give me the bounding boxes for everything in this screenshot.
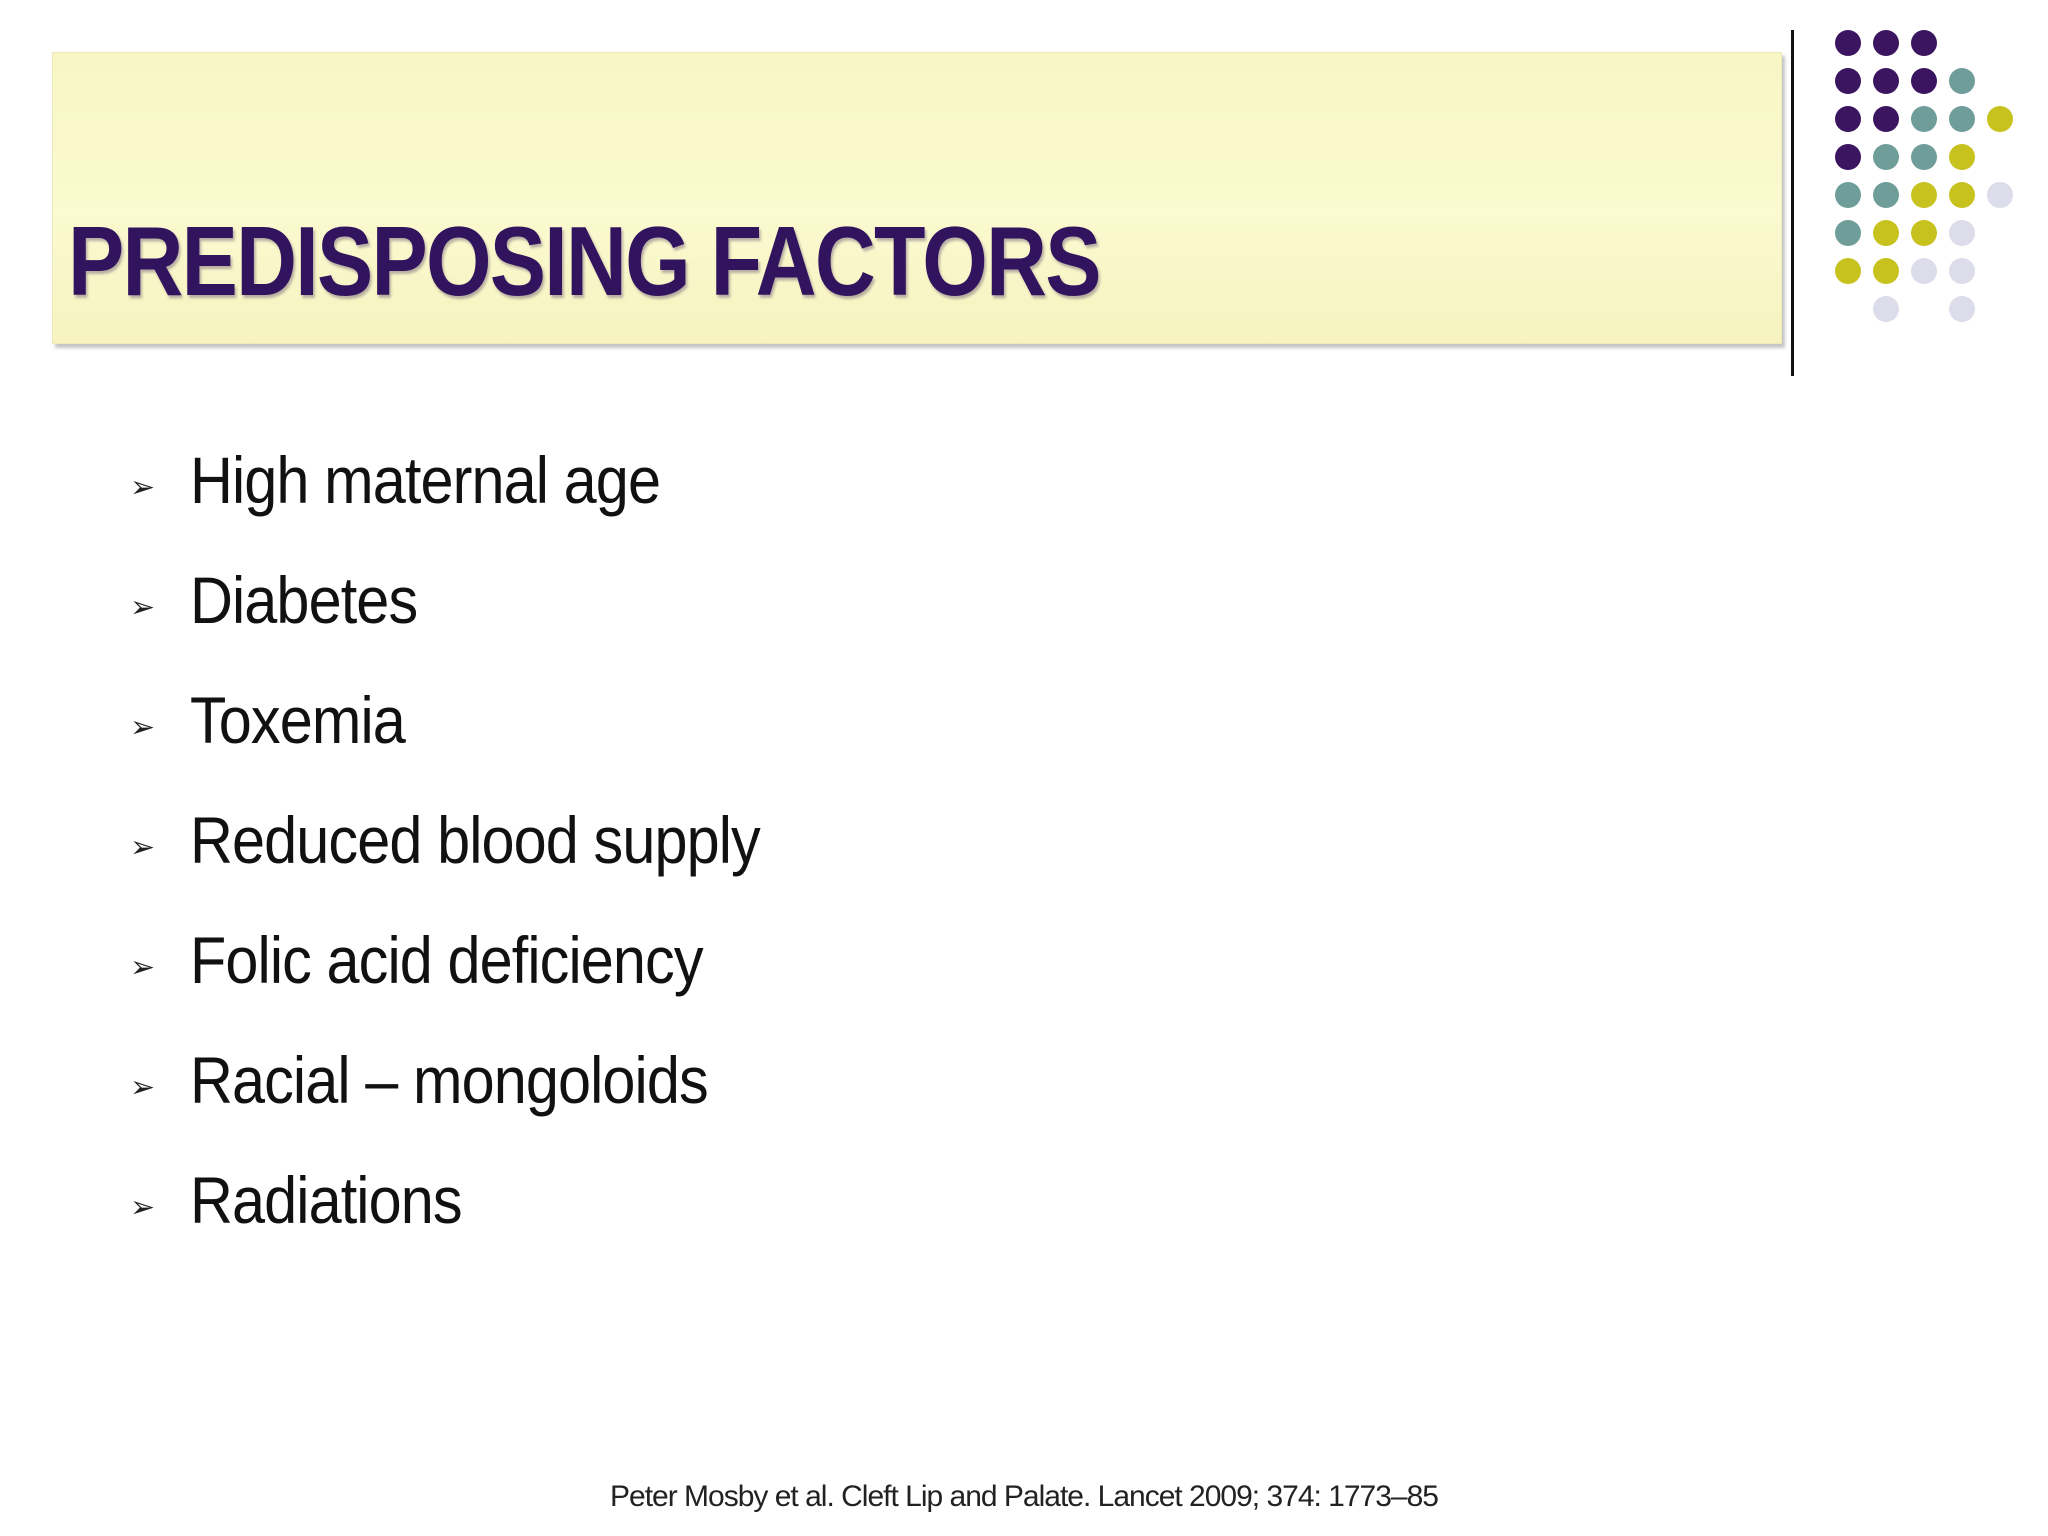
bullet-item bbox=[130, 1140, 823, 1260]
decorative-dot bbox=[1873, 220, 1899, 246]
bullet-item bbox=[130, 1020, 823, 1140]
decorative-dot bbox=[1911, 182, 1937, 208]
decorative-dot bbox=[1873, 144, 1899, 170]
decorative-dot bbox=[1911, 106, 1937, 132]
arrow-bullet-icon: ➢ bbox=[130, 829, 156, 865]
decorative-dot bbox=[1835, 144, 1861, 170]
decorative-dot bbox=[1835, 106, 1861, 132]
bullet-item bbox=[130, 780, 823, 900]
bullet-item bbox=[130, 660, 823, 780]
decorative-dot bbox=[1949, 106, 1975, 132]
decorative-dot bbox=[1835, 30, 1861, 56]
decorative-dot bbox=[1949, 296, 1975, 322]
decorative-dot bbox=[1873, 296, 1899, 322]
decorative-dot bbox=[1873, 30, 1899, 56]
divider-line bbox=[1791, 30, 1794, 376]
decorative-dot bbox=[1873, 258, 1899, 284]
decorative-dot bbox=[1949, 182, 1975, 208]
arrow-bullet-icon: ➢ bbox=[130, 589, 156, 625]
decorative-dot bbox=[1911, 258, 1937, 284]
bullet-text: Radiations bbox=[190, 1163, 462, 1237]
decorative-dot bbox=[1911, 144, 1937, 170]
decorative-dot bbox=[1911, 220, 1937, 246]
decorative-dot bbox=[1835, 220, 1861, 246]
arrow-bullet-icon: ➢ bbox=[130, 949, 156, 985]
bullet-item bbox=[130, 900, 823, 1020]
bullet-item bbox=[130, 540, 823, 660]
arrow-bullet-icon: ➢ bbox=[130, 1189, 156, 1225]
bullet-item bbox=[130, 420, 823, 540]
decorative-dot bbox=[1949, 144, 1975, 170]
bullet-text: Toxemia bbox=[190, 683, 405, 757]
bullet-text: Reduced blood supply bbox=[190, 803, 760, 877]
decorative-dot bbox=[1873, 106, 1899, 132]
decorative-dot bbox=[1873, 182, 1899, 208]
arrow-bullet-icon: ➢ bbox=[130, 709, 156, 745]
decorative-dot bbox=[1949, 220, 1975, 246]
bullet-list bbox=[130, 420, 823, 1260]
decorative-dot bbox=[1987, 182, 2013, 208]
decorative-dot bbox=[1949, 68, 1975, 94]
decorative-dot bbox=[1949, 258, 1975, 284]
decorative-dot bbox=[1911, 30, 1937, 56]
bullet-text: Racial – mongoloids bbox=[190, 1043, 708, 1117]
decorative-dot bbox=[1835, 68, 1861, 94]
decorative-dot bbox=[1987, 106, 2013, 132]
bullet-text: Diabetes bbox=[190, 563, 418, 637]
decorative-dot bbox=[1835, 182, 1861, 208]
arrow-bullet-icon: ➢ bbox=[130, 469, 156, 505]
bullet-text: Folic acid deficiency bbox=[190, 923, 703, 997]
decorative-dot bbox=[1911, 68, 1937, 94]
decorative-dot-grid bbox=[1835, 30, 2025, 340]
decorative-dot bbox=[1873, 68, 1899, 94]
citation: Peter Mosby et al. Cleft Lip and Palate. Lancet 2009; 374: 1773–85 bbox=[610, 1480, 1438, 1513]
title-banner bbox=[52, 52, 1782, 344]
bullet-text: High maternal age bbox=[190, 443, 661, 517]
slide-title: PREDISPOSING FACTORS bbox=[68, 206, 1100, 316]
arrow-bullet-icon: ➢ bbox=[130, 1069, 156, 1105]
decorative-dot bbox=[1835, 258, 1861, 284]
